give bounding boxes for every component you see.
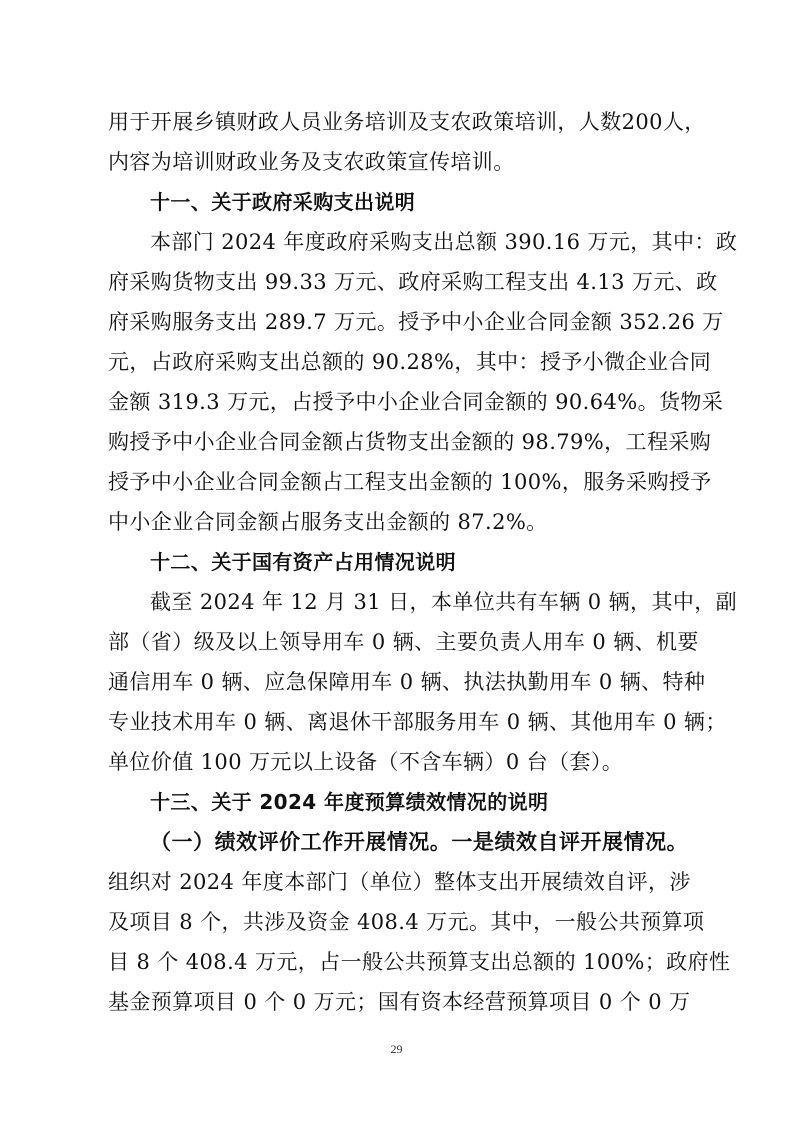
- paragraph-line: 单位价值 100 万元以上设备（不含车辆）0 台（套）。: [108, 750, 624, 774]
- paragraph-line: 府采购货物支出 99.33 万元、政府采购工程支出 4.13 万元、政: [108, 270, 718, 294]
- subsection-heading: （一）绩效评价工作开展情况。一是绩效自评开展情况。: [150, 829, 688, 854]
- paragraph-line: 本部门 2024 年度政府采购支出总额 390.16 万元，其中：政: [150, 230, 738, 254]
- paragraph-line: 金额 319.3 万元，占授予中小企业合同金额的 90.64%。货物采: [108, 390, 724, 414]
- paragraph-line: 府采购服务支出 289.7 万元。授予中小企业合同金额 352.26 万: [108, 310, 724, 334]
- paragraph-line: 专业技术用车 0 辆、离退休干部服务用车 0 辆、其他用车 0 辆；: [108, 710, 727, 734]
- paragraph-line: 中小企业合同金额占服务支出金额的 87.2%。: [108, 510, 548, 534]
- page-number: 29: [390, 1042, 403, 1056]
- paragraph-line: 用于开展乡镇财政人员业务培训及支农政策培训，人数200人，: [108, 110, 706, 134]
- paragraph-line: 截至 2024 年 12 月 31 日，本单位共有车辆 0 辆，其中，副: [150, 590, 738, 614]
- paragraph-line: 目 8 个 408.4 万元，占一般公共预算支出总额的 100%；政府性: [108, 950, 731, 974]
- paragraph-line: 授予中小企业合同金额占工程支出金额的 100%，服务采购授予: [108, 470, 712, 494]
- paragraph-line: 部（省）级及以上领导用车 0 辆、主要负责人用车 0 辆、机要: [108, 630, 699, 654]
- paragraph-line: 及项目 8 个，共涉及资金 408.4 万元。其中，一般公共预算项: [108, 910, 705, 934]
- paragraph-line: 元，占政府采购支出总额的 90.28%，其中：授予小微企业合同: [108, 350, 712, 374]
- section-heading-11: 十一、关于政府采购支出说明: [150, 190, 416, 214]
- paragraph-line: 内容为培训财政业务及支农政策宣传培训。: [108, 150, 515, 174]
- section-heading-12: 十二、关于国有资产占用情况说明: [150, 550, 456, 574]
- paragraph-line: 通信用车 0 辆、应急保障用车 0 辆、执法执勤用车 0 辆、特种: [108, 670, 706, 694]
- paragraph-line: 基金预算项目 0 个 0 万元；国有资本经营预算项目 0 个 0 万: [108, 990, 691, 1014]
- section-heading-13: 十三、关于 2024 年度预算绩效情况的说明: [150, 790, 549, 814]
- paragraph-line: 组织对 2024 年度本部门（单位）整体支出开展绩效自评，涉: [108, 870, 691, 894]
- paragraph-line: 购授予中小企业合同金额占货物支出金额的 98.79%，工程采购: [108, 430, 712, 454]
